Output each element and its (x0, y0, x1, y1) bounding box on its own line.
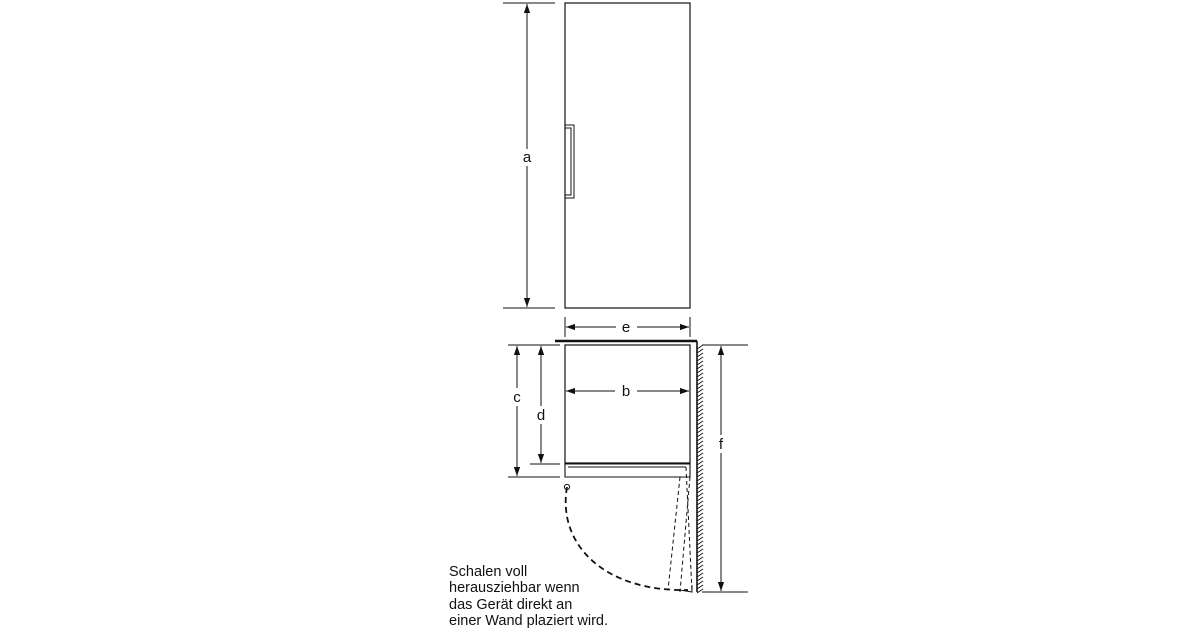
hatch-line (697, 501, 703, 505)
hatch-line (697, 493, 703, 497)
hatch-line (697, 417, 703, 421)
hatch-line (697, 461, 703, 465)
hatch-line (697, 509, 703, 513)
dimension-label-d: d (536, 407, 546, 424)
hatch-line (697, 377, 703, 381)
hatch-line (697, 545, 703, 549)
hatch-line (697, 497, 703, 501)
hatch-line (697, 433, 703, 437)
hatch-line (697, 421, 703, 425)
hatch-line (697, 557, 703, 561)
hatch-line (697, 401, 703, 405)
hatch-line (697, 425, 703, 429)
note-line: herausziehbar wenn (449, 580, 580, 597)
dimension-label-e: e (621, 319, 631, 336)
installation-note (449, 564, 709, 630)
hatch-line (697, 369, 703, 373)
hatch-line (697, 345, 703, 349)
note-line: das Gerät direkt an (449, 596, 573, 613)
hatch-line (697, 429, 703, 433)
hatch-line (697, 405, 703, 409)
hatch-line (697, 457, 703, 461)
hatch-line (697, 441, 703, 445)
hatch-line (697, 437, 703, 441)
hatch-line (697, 397, 703, 401)
hatch-line (697, 549, 703, 553)
hatch-line (697, 449, 703, 453)
hatch-line (697, 529, 703, 533)
hatch-line (697, 409, 703, 413)
hatch-line (697, 469, 703, 473)
front-view (503, 3, 690, 308)
note-line: Schalen voll (449, 564, 528, 580)
dimension-label-f: f (718, 436, 724, 453)
wall (697, 341, 703, 593)
hatch-line (697, 521, 703, 525)
hatch-line (697, 353, 703, 357)
appliance-front-body (565, 3, 690, 308)
top-view (508, 317, 748, 593)
hatch-line (697, 393, 703, 397)
appliance-top-body (565, 345, 690, 463)
hatch-line (697, 365, 703, 369)
dimension-label-a: a (522, 149, 532, 166)
hatch-line (697, 513, 703, 517)
hatch-line (697, 477, 703, 481)
hatch-line (697, 357, 703, 361)
hatch-line (697, 481, 703, 485)
hatch-line (697, 533, 703, 537)
hatch-line (697, 525, 703, 529)
hatch-line (697, 537, 703, 541)
hatch-line (697, 453, 703, 457)
wall-hatching (697, 345, 703, 593)
door-closed (565, 464, 690, 477)
hatch-line (697, 485, 703, 489)
hatch-line (697, 385, 703, 389)
hatch-line (697, 381, 703, 385)
hatch-line (697, 361, 703, 365)
hatch-line (697, 413, 703, 417)
hatch-line (697, 373, 703, 377)
hatch-line (697, 541, 703, 545)
dimension-label-c: c (513, 389, 521, 406)
hatch-line (697, 349, 703, 353)
hatch-line (697, 489, 703, 493)
hatch-line (697, 505, 703, 509)
door-handle (565, 125, 574, 198)
note-line: einer Wand plaziert wird. (449, 613, 609, 630)
hatch-line (697, 517, 703, 521)
hatch-line (697, 473, 703, 477)
hatch-line (697, 553, 703, 557)
hatch-line (697, 445, 703, 449)
dimension-label-b: b (621, 383, 631, 400)
hatch-line (697, 465, 703, 469)
hatch-line (697, 389, 703, 393)
